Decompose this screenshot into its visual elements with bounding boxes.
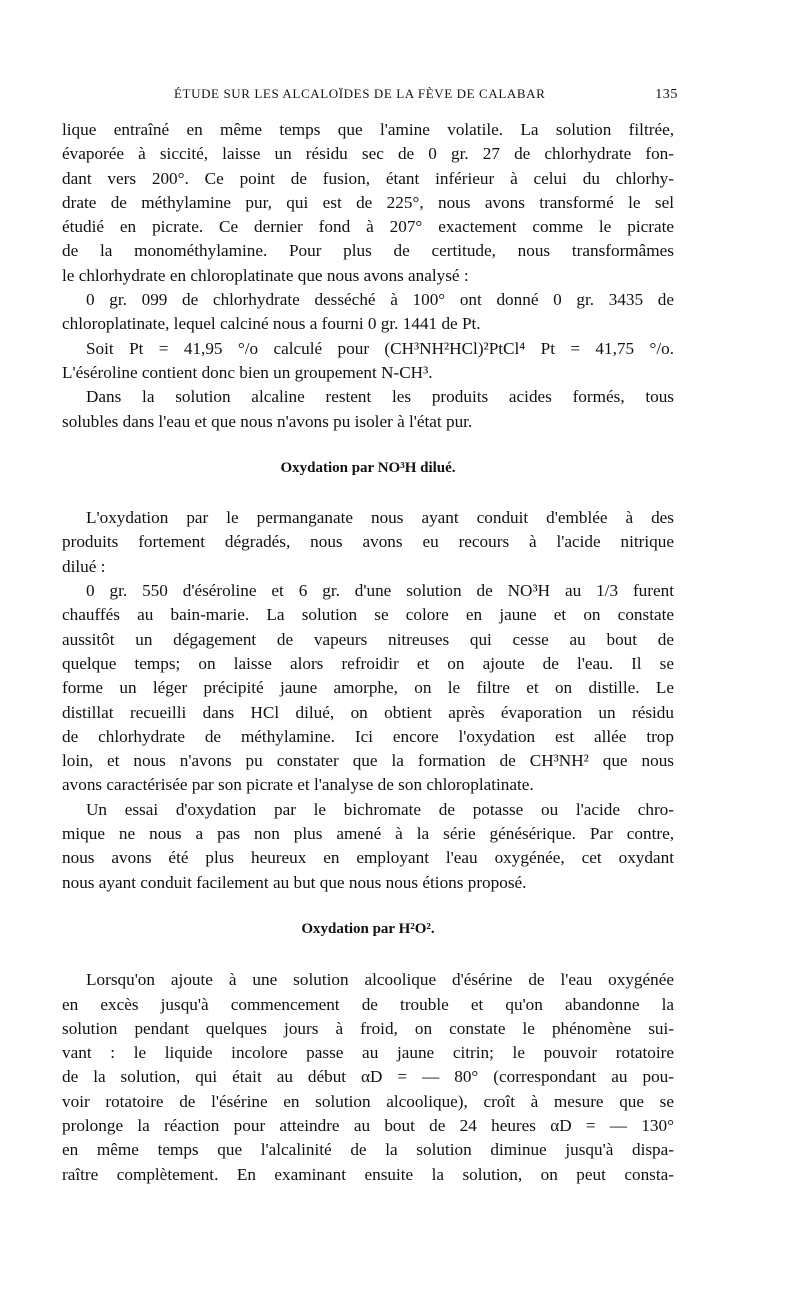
text-line: vant : le liquide incolore passe au jaune citrin; le pouvoir rotatoire	[62, 1043, 674, 1063]
text-line: drate de méthylamine pur, qui est de 225°, nous avons transformé le sel	[62, 192, 674, 212]
text-line: en même temps que l'alcalinité de la solution diminue jusqu'à dispa-	[62, 1140, 674, 1160]
text-line: de la monométhylamine. Pour plus de certitude, nous transformâmes	[62, 241, 674, 261]
text-line: le chlorhydrate en chloroplatinate que nous avons analysé :	[62, 265, 469, 285]
text-line: lique entraîné en même temps que l'amine volatile. La solution filtrée,	[62, 120, 674, 139]
text-line: dilué :	[62, 556, 106, 576]
text-line: Lorsqu'on ajoute à une solution alcoolique d'ésérine de l'eau oxygénée	[86, 970, 674, 990]
page	[62, 86, 678, 1187]
text-line: L'éséroline contient donc bien un groupement N-CH³.	[62, 362, 433, 382]
text-line: nous avons été plus heureux en employant l'eau oxygénée, cet oxydant	[62, 848, 674, 868]
text-line: Un essai d'oxydation par le bichromate de potasse ou l'acide chro-	[86, 799, 674, 819]
body-text	[62, 118, 674, 1187]
text-line: prolonge la réaction pour atteindre au bout de 24 heures αD = — 130°	[62, 1115, 674, 1135]
text-line: produits fortement dégradés, nous avons eu recours à l'acide nitrique	[62, 532, 674, 552]
text-line: distillat recueilli dans HCl dilué, on obtient après évaporation un résidu	[62, 702, 674, 722]
text-line: chauffés au bain-marie. La solution se colore en jaune et on constate	[62, 605, 674, 625]
section-heading-nitric: Oxydation par NO³H dilué.	[280, 459, 456, 476]
text-line: Dans la solution alcaline restent les produits acides formés, tous	[86, 387, 674, 407]
text-line: de chlorhydrate de méthylamine. Ici encore l'oxydation est allée trop	[62, 726, 674, 746]
section-heading-peroxide: Oxydation par H²O².	[301, 920, 435, 937]
paragraph-group-3	[62, 968, 674, 1187]
text-line: mique ne nous a pas non plus amené à la série génésérique. Par contre,	[62, 824, 674, 844]
text-line: avons caractérisée par son picrate et l'analyse de son chloroplatinate.	[62, 775, 534, 795]
text-line: solution pendant quelques jours à froid, on constate le phénomène sui-	[62, 1018, 674, 1038]
text-line: 0 gr. 099 de chlorhydrate desséché à 100° ont donné 0 gr. 3435 de	[86, 290, 674, 310]
text-line: évaporée à siccité, laisse un résidu sec de 0 gr. 27 de chlorhydrate fon-	[62, 144, 674, 164]
text-line: aussitôt un dégagement de vapeurs nitreuses qui cesse au bout de	[62, 629, 674, 649]
paragraph-group-1	[62, 118, 674, 434]
text-line: de la solution, qui était au début αD = — 80° (correspondant au pou-	[62, 1067, 674, 1087]
text-line: en excès jusqu'à commencement de trouble et qu'on abandonne la	[62, 994, 674, 1014]
running-head	[174, 86, 678, 108]
text-line: loin, et nous n'avons pu constater que la formation de CH³NH² que nous	[62, 751, 674, 771]
text-line: étudié en picrate. Ce dernier fond à 207° exactement comme le picrate	[62, 217, 674, 237]
text-line: quelque temps; on laisse alors refroidir et on ajoute de l'eau. Il se	[62, 653, 674, 673]
page-number: 135	[655, 87, 678, 102]
text-line: solubles dans l'eau et que nous n'avons pu isoler à l'état pur.	[62, 411, 473, 431]
text-line: Soit Pt = 41,95 °/o calculé pour (CH³NH²HCl)²PtCl⁴ Pt = 41,75 °/o.	[86, 338, 674, 358]
text-line: voir rotatoire de l'ésérine en solution alcoolique), croît à mesure que se	[62, 1091, 674, 1111]
text-line: 0 gr. 550 d'éséroline et 6 gr. d'une solution de NO³H au 1/3 furent	[86, 581, 674, 601]
text-line: chloroplatinate, lequel calciné nous a fourni 0 gr. 1441 de Pt.	[62, 314, 481, 334]
text-line: dant vers 200°. Ce point de fusion, étant inférieur à celui du chlorhy-	[62, 168, 674, 188]
text-line: forme un léger précipité jaune amorphe, on le filtre et on distille. Le	[62, 678, 674, 698]
paragraph-group-2	[62, 506, 674, 895]
running-title: ÉTUDE SUR LES ALCALOÏDES DE LA FÈVE DE CALABAR	[174, 86, 546, 101]
text-line: L'oxydation par le permanganate nous ayant conduit d'emblée à des	[86, 508, 674, 528]
text-line: nous ayant conduit facilement au but que nous nous étions proposé.	[62, 872, 527, 892]
text-line: raître complètement. En examinant ensuite la solution, on peut consta-	[62, 1164, 674, 1184]
